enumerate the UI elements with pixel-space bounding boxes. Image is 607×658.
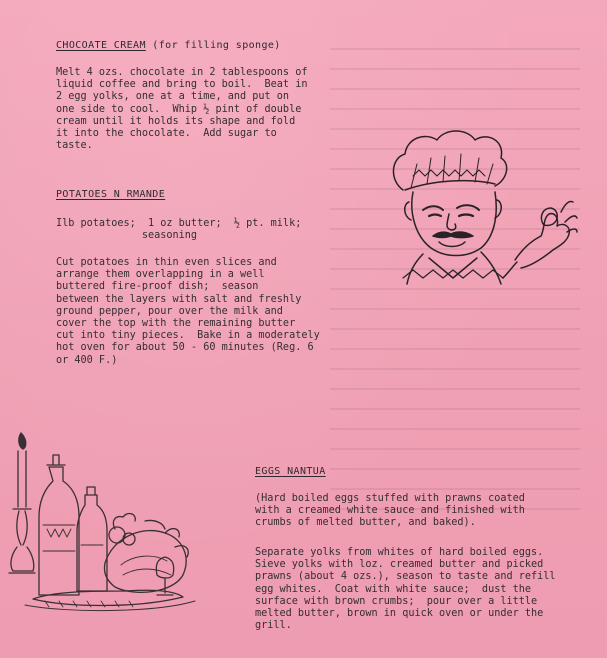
eggs-nantua-method: Separate yolks from whites of hard boiled eggs. Sieve yolks with loz. creamed butter and picked prawns (about 4 ozs.), season to taste and refill egg whites. Coat with white sauce; dust the surface with brown crumbs; pour over a little melted butter, brown in quick oven or under the grill. (255, 547, 556, 632)
chocolate-cream-title: CHOCOATE CREAM (56, 40, 146, 51)
plate (33, 590, 183, 605)
bottle (39, 455, 79, 595)
potatoes-heading (56, 189, 165, 200)
eggs-nantua-title: EGGS NANTUA (255, 466, 326, 477)
still-life-illustration (5, 425, 205, 615)
fruit-and-glass (109, 527, 174, 595)
eggs-nantua-description: (Hard boiled eggs stuffed with prawns coated with a creamed white sauce and finished with crumbs of melted butter, and baked). (255, 493, 525, 529)
potatoes-title: POTATOES N RMANDE (56, 189, 166, 200)
chef-illustration (383, 128, 583, 288)
potatoes-ingredients: Ilb potatoes; 1 oz butter; ½ pt. milk; seasoning (56, 218, 302, 242)
second-bottle (77, 487, 107, 591)
chocolate-cream-subtitle: (for filling sponge) (145, 40, 281, 51)
eggs-nantua-heading (255, 466, 326, 477)
candlestick (9, 433, 35, 573)
roast-bird (104, 514, 188, 593)
chocolate-cream-method: Melt 4 ozs. chocolate in 2 tablespoons of liquid coffee and bring to boil. Beat in 2 egg yolks, one at a time, and put on one side to cool. Whip ½ pint of double cream until it holds its shape and fold it into the chocolate. Add sugar to taste. (56, 67, 308, 152)
chef-moustache (433, 232, 473, 238)
potatoes-method: Cut potatoes in thin even slices and arrange them overlapping in a well buttered fire-proof dish; season between the layers with salt and freshly ground pepper, pour over the milk and cover the top with the remaining butter cut into tiny pieces. Bake in a moderately hot oven for about 50 - 60 minutes (Reg. 6 or 400 F.) (56, 257, 320, 366)
chocolate-cream-heading (56, 40, 281, 51)
